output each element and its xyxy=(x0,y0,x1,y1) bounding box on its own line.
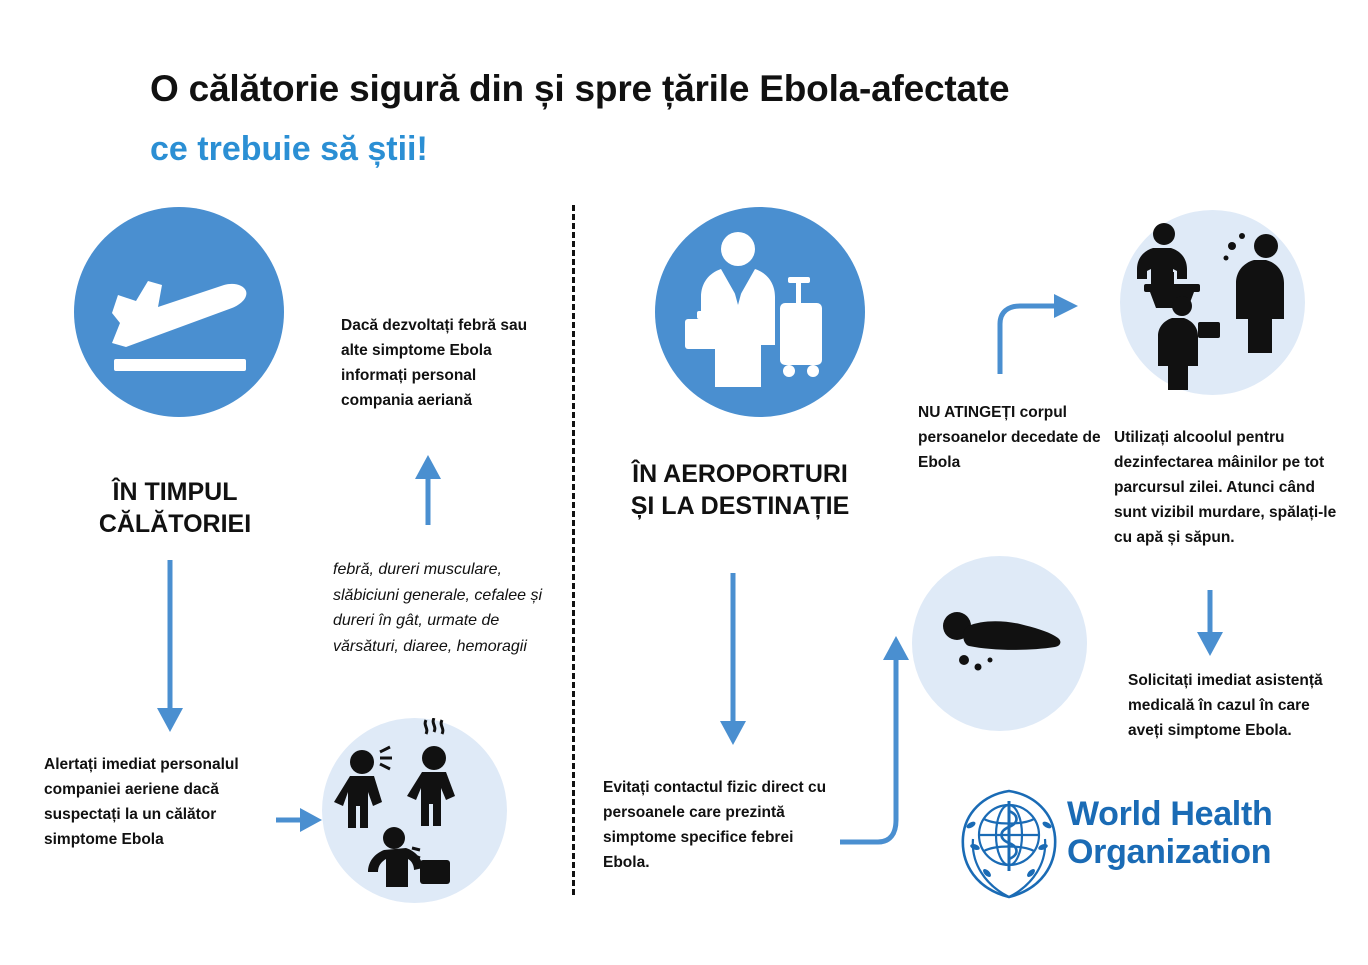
who-logo-line1: World Health xyxy=(1067,795,1273,833)
section-heading-during-travel-line2: CĂLĂTORIEI xyxy=(98,510,252,538)
section-heading-during-travel xyxy=(60,476,290,540)
arrow-down-left xyxy=(150,560,190,740)
text-symptoms-list: febră, dureri musculare, slăbiciuni generale, cefalee și dureri în gât, urmate de vărsături, diaree, hemoragii xyxy=(333,561,543,655)
section-heading-during-travel-line1: ÎN TIMPUL xyxy=(112,478,238,506)
arrow-down-middle xyxy=(713,573,753,753)
arrow-down-right xyxy=(1190,590,1230,663)
page-title-line1: O călătorie sigură din și spre țările Ebola-afectate xyxy=(150,68,1010,109)
text-no-touch-bodies: NU ATINGEȚI corpul persoanelor decedate de Ebola xyxy=(918,404,1101,472)
dead-body-icon xyxy=(912,556,1087,731)
sick-people-icon xyxy=(322,718,507,903)
section-divider xyxy=(572,205,575,895)
section-heading-airports xyxy=(605,458,875,522)
text-seek-medical-help: Solicitați imediat asistență medicală în cazul în care aveți simptome Ebola. xyxy=(1128,672,1323,740)
airplane-takeoff-icon xyxy=(74,207,284,417)
who-logo xyxy=(955,785,1325,905)
text-alert-staff: Alertați imediat personalul companiei aeriene dacă suspectați la un călător simptome Ebola xyxy=(44,756,239,849)
text-alcohol-hands: Utilizați alcoolul pentru dezinfectarea mâinilor pe tot parcursul zilei. Atunci când sunt vizibil murdare, spălați-le cu apă și săpun. xyxy=(1114,429,1337,547)
section-heading-airports-line1: ÎN AEROPORTURI xyxy=(632,460,848,488)
arrow-right-to-symptoms xyxy=(276,800,326,845)
traveler-with-luggage-icon xyxy=(655,207,865,417)
section-heading-airports-line2: ȘI LA DESTINAȚIE xyxy=(630,492,850,520)
handwashing-icon xyxy=(1120,210,1305,395)
arrow-curve-to-body xyxy=(834,630,924,855)
who-logo-text xyxy=(1067,795,1272,871)
text-avoid-contact: Evitați contactul fizic direct cu persoanele care prezintă simptome specifice febrei Ebola. xyxy=(603,779,827,872)
arrow-curve-to-handwashing xyxy=(994,290,1084,385)
who-emblem-icon xyxy=(955,785,1063,903)
page-title-line2: ce trebuie să știi! xyxy=(150,130,428,168)
text-fever-notice: Dacă dezvoltați febră sau alte simptome Ebola informați personal compania aeriană xyxy=(341,317,528,410)
who-logo-line2: Organization xyxy=(1067,833,1272,872)
arrow-up-to-fever-notice xyxy=(408,455,448,530)
